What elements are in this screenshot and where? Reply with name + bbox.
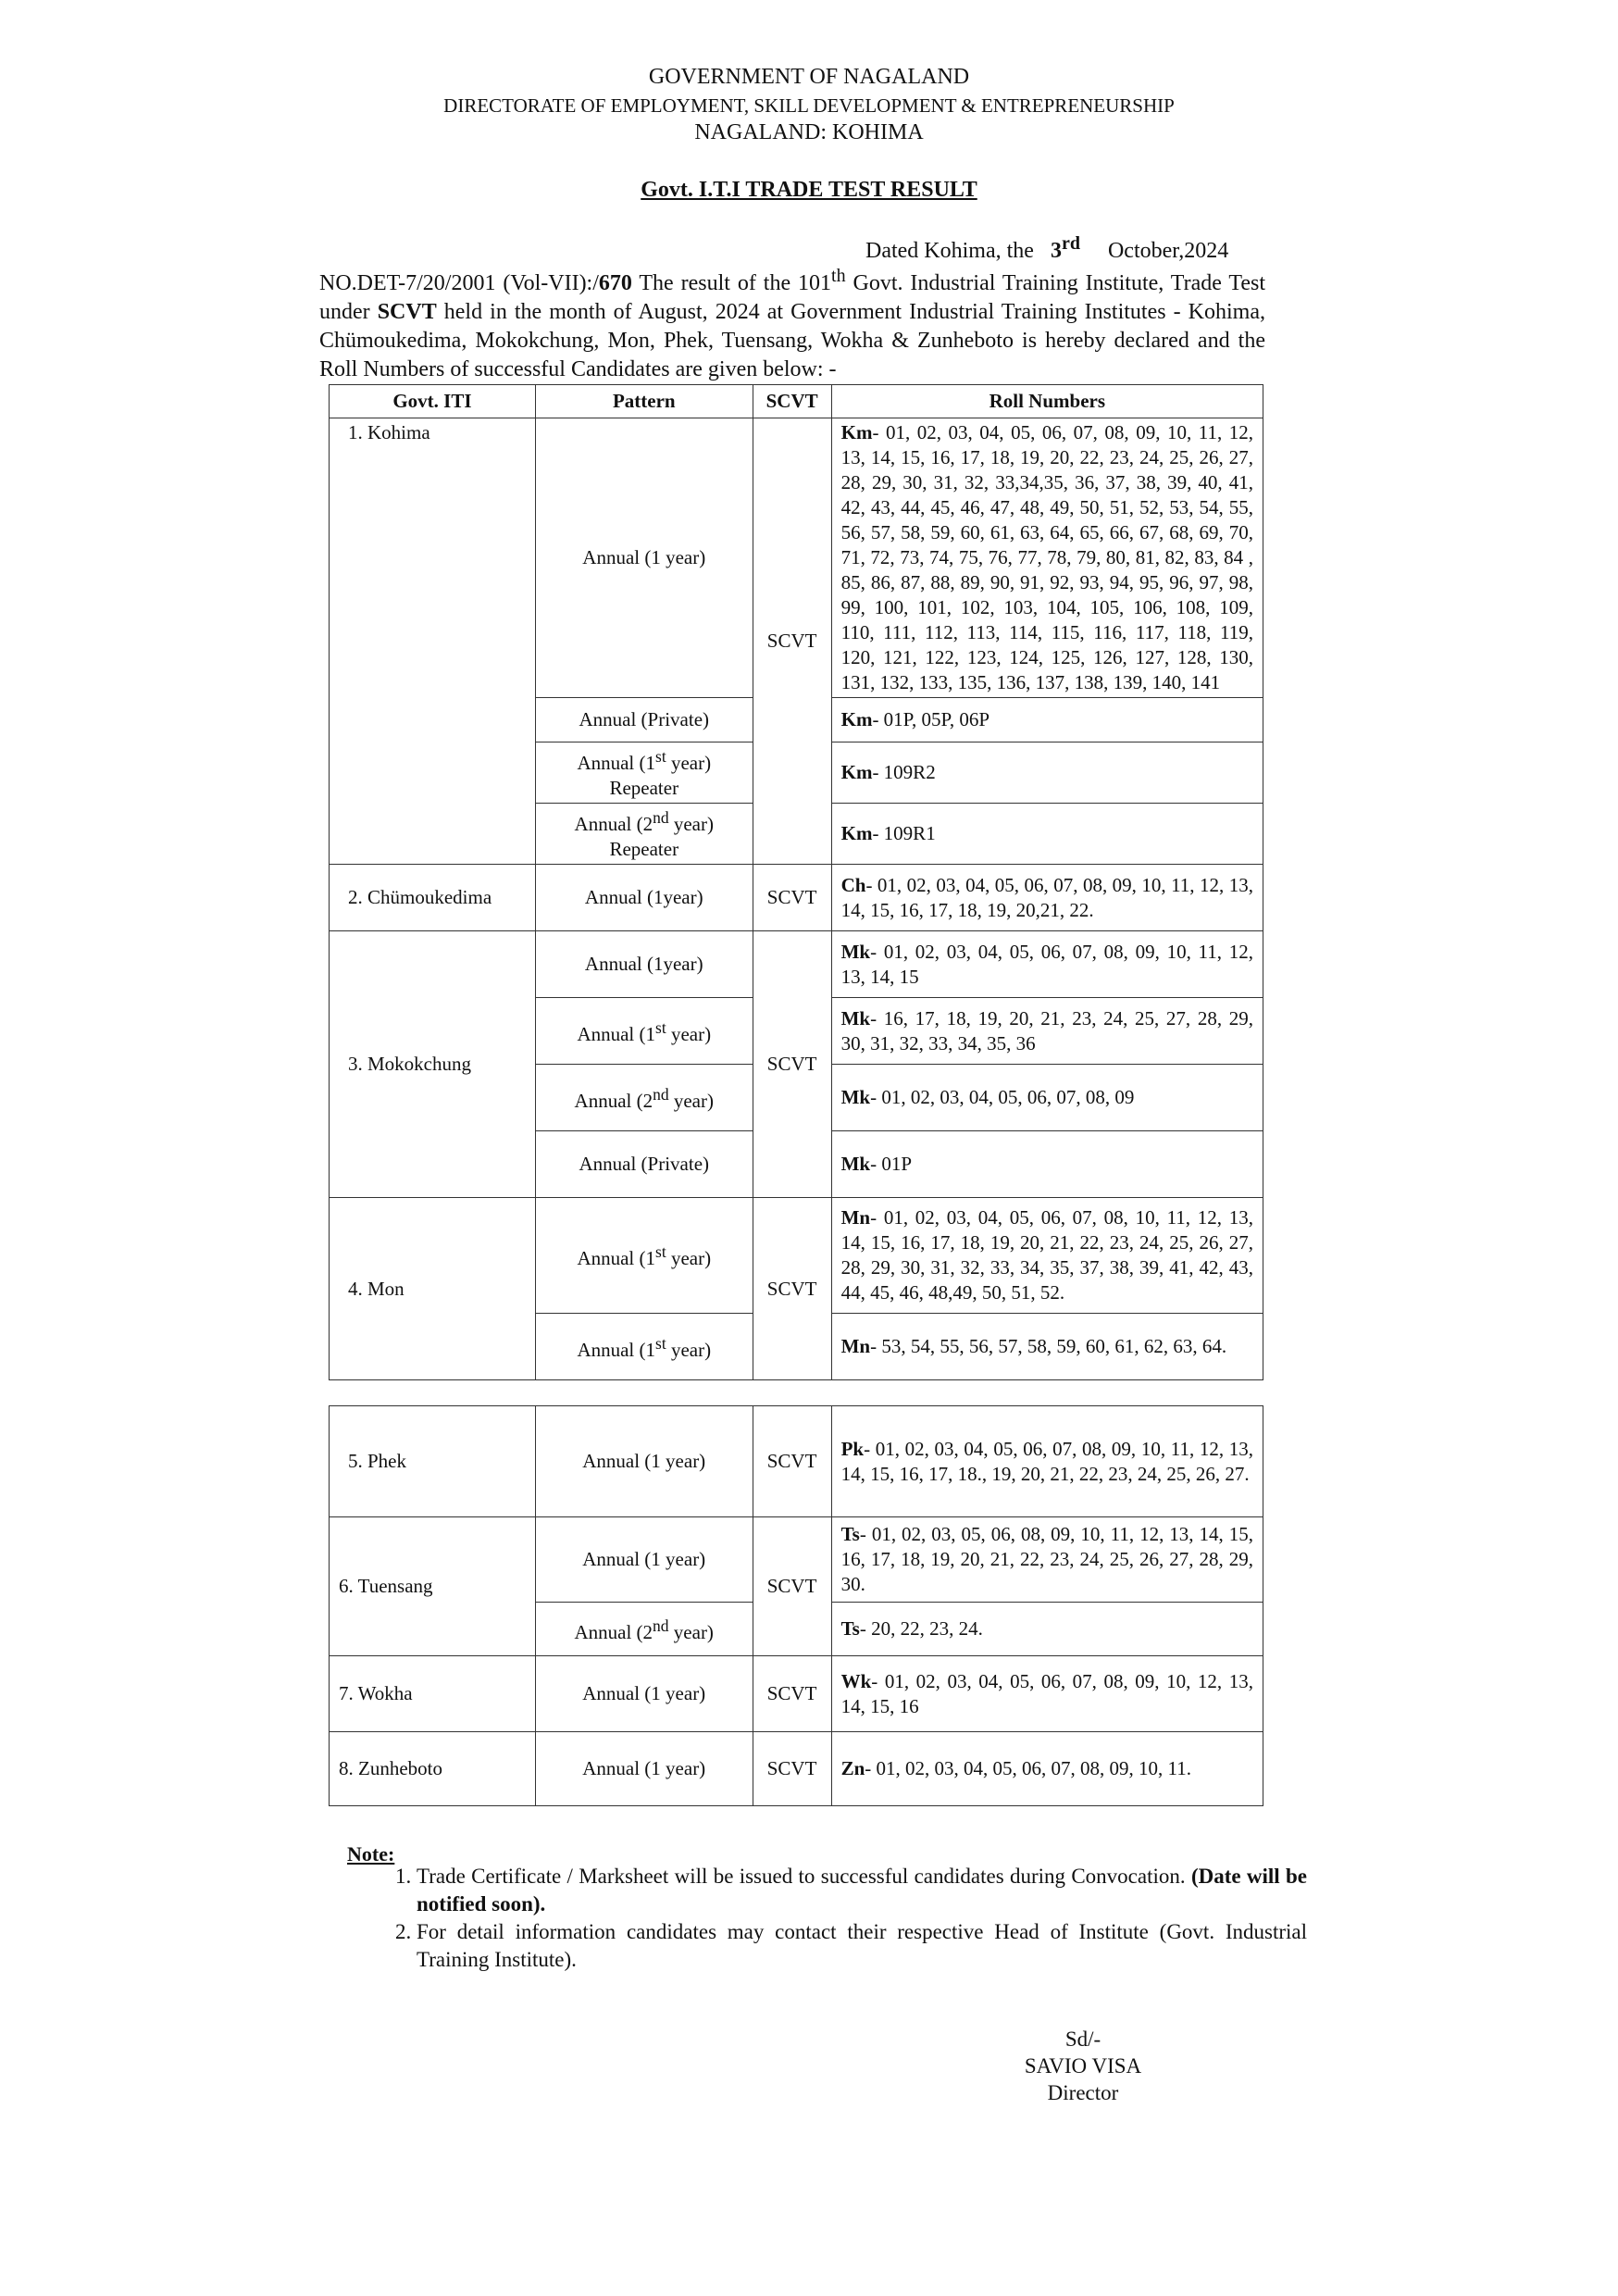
header-location: NAGALAND: KOHIMA (694, 120, 924, 144)
pattern-cell: Annual (1 year) (535, 418, 753, 698)
roll-numbers-cell: Mn- 53, 54, 55, 56, 57, 58, 59, 60, 61, 62, 63, 64. (831, 1314, 1263, 1380)
iti-zunheboto: 8. Zunheboto (330, 1732, 536, 1806)
scvt-cell: SCVT (753, 865, 831, 931)
iti-tuensang: 6. Tuensang (330, 1517, 536, 1656)
pattern-cell: Annual (1 year) (535, 1517, 753, 1603)
iti-wokha: 7. Wokha (330, 1656, 536, 1732)
iti-chumoukedima: 2. Chümoukedima (330, 865, 536, 931)
iti-kohima: 1. Kohima (330, 418, 536, 865)
roll-numbers-cell: Km- 109R2 (831, 742, 1263, 804)
roll-numbers-cell: Ts- 01, 02, 03, 05, 06, 08, 09, 10, 11, 12, 13, 14, 15, 16, 17, 18, 19, 20, 21, 22, 23, 24, 25, 26, 27, 28, 29, 30. (831, 1517, 1263, 1603)
results-table-part2 (329, 1405, 1263, 1806)
pattern-cell: Annual (1 year) (535, 1732, 753, 1806)
note-heading: Note: (347, 1842, 395, 1866)
scvt-cell: SCVT (753, 1656, 831, 1732)
signature-block (990, 2026, 1176, 2106)
roll-numbers-cell: Mn- 01, 02, 03, 04, 05, 06, 07, 08, 10, 11, 12, 13, 14, 15, 16, 17, 18, 19, 20, 21, 22, 23, 24, 25, 26, 27, 28, 29, 30, 31, 32, 33, 34, 35, 37, 38, 39, 41, 42, 43, 44, 45, 46, 48,49, 50, 51, 52. (831, 1198, 1263, 1314)
pattern-cell: Annual (1st year) (535, 998, 753, 1065)
header-directorate: DIRECTORATE OF EMPLOYMENT, SKILL DEVELOPMENT & ENTREPRENEURSHIP (443, 94, 1175, 117)
roll-numbers-cell: Km- 109R1 (831, 804, 1263, 865)
scvt-cell: SCVT (753, 1732, 831, 1806)
pattern-cell: Annual (Private) (535, 698, 753, 742)
table-header-row (330, 385, 1263, 418)
notes-list (375, 1863, 1307, 1974)
roll-numbers-cell: Mk- 16, 17, 18, 19, 20, 21, 23, 24, 25, 27, 28, 29, 30, 31, 32, 33, 34, 35, 36 (831, 998, 1263, 1065)
scvt-cell: SCVT (753, 931, 831, 1198)
scvt-cell: SCVT (753, 418, 831, 865)
header-roll-numbers: Roll Numbers (831, 385, 1263, 418)
pattern-cell: Annual (2nd year) (535, 1065, 753, 1131)
list-item: 2. For detail information candidates may contact their respective Head of Institute (Govt. Industrial Training Institute). (417, 1918, 1307, 1974)
date-line: Dated Kohima, the 3rd October,2024 (865, 233, 1229, 263)
table-row (330, 1198, 1263, 1314)
table-row (330, 418, 1263, 698)
roll-numbers-cell: Mk- 01, 02, 03, 04, 05, 06, 07, 08, 09, 10, 11, 12, 13, 14, 15 (831, 931, 1263, 998)
table-row (330, 1406, 1263, 1517)
intro-paragraph: NO.DET-7/20/2001 (Vol-VII):/670 The result of the 101th Govt. Industrial Training Institute, Trade Test under SCVT held in the month of August, 2024 at Government Industrial Training Institutes - Kohima, Chümoukedima, Mokokchung, Mon, Phek, Tuensang, Wokha & Zunheboto is hereby declared and the Roll Numbers of successful Candidates are given below: - (319, 266, 1266, 381)
pattern-cell: Annual (1 year) (535, 1406, 753, 1517)
pattern-cell: Annual (2nd year) Repeater (535, 804, 753, 865)
table-row (330, 931, 1263, 998)
table-row (330, 1732, 1263, 1806)
roll-numbers-cell: Ts- 20, 22, 23, 24. (831, 1603, 1263, 1656)
roll-numbers-cell: Pk- 01, 02, 03, 04, 05, 06, 07, 08, 09, 10, 11, 12, 13, 14, 15, 16, 17, 18., 19, 20, 21, 22, 23, 24, 25, 26, 27. (831, 1406, 1263, 1517)
iti-phek: 5. Phek (330, 1406, 536, 1517)
roll-numbers-cell: Km- 01, 02, 03, 04, 05, 06, 07, 08, 09, 10, 11, 12, 13, 14, 15, 16, 17, 18, 19, 20, 22, 23, 24, 25, 26, 27, 28, 29, 30, 31, 32, 33,34,35, 36, 37, 38, 39, 40, 41, 42, 43, 44, 45, 46, 47, 48, 49, 50, 51, 52, 53, 54, 55, 56, 57, 58, 59, 60, 61, 63, 64, 65, 66, 67, 68, 69, 70, 71, 72, 73, 74, 75, 76, 77, 78, 79, 80, 81, 82, 83, 84 , 85, 86, 87, 88, 89, 90, 91, 92, 93, 94, 95, 96, 97, 98, 99, 100, 101, 102, 103, 104, 105, 106, 108, 109, 110, 111, 112, 113, 114, 115, 116, 117, 118, 119, 120, 121, 122, 123, 124, 125, 126, 127, 128, 130, 131, 132, 133, 135, 136, 137, 138, 139, 140, 141 (831, 418, 1263, 698)
iti-mokokchung: 3. Mokokchung (330, 931, 536, 1198)
pattern-cell: Annual (2nd year) (535, 1603, 753, 1656)
pattern-cell: Annual (1st year) (535, 1198, 753, 1314)
pattern-cell: Annual (1st year) (535, 1314, 753, 1380)
pattern-cell: Annual (1year) (535, 865, 753, 931)
pattern-cell: Annual (1year) (535, 931, 753, 998)
scvt-cell: SCVT (753, 1406, 831, 1517)
scvt-cell: SCVT (753, 1517, 831, 1656)
iti-mon: 4. Mon (330, 1198, 536, 1380)
scvt-cell: SCVT (753, 1198, 831, 1380)
signature-sd: Sd/- (1064, 2028, 1101, 2051)
roll-numbers-cell: Ch- 01, 02, 03, 04, 05, 06, 07, 08, 09, 10, 11, 12, 13, 14, 15, 16, 17, 18, 19, 20,21, 22. (831, 865, 1263, 931)
header-pattern: Pattern (535, 385, 753, 418)
pattern-cell: Annual (1 year) (535, 1656, 753, 1732)
results-table-part1 (329, 384, 1263, 1380)
table-row (330, 1517, 1263, 1603)
signatory-name: SAVIO VISA (1024, 2054, 1142, 2078)
table-row (330, 865, 1263, 931)
list-item: 1. Trade Certificate / Marksheet will be issued to successful candidates during Convocation. (Date will be notified soon). (417, 1863, 1307, 1918)
document-title: Govt. I.T.I TRADE TEST RESULT (641, 178, 977, 202)
pattern-cell: Annual (Private) (535, 1131, 753, 1198)
header-government: GOVERNMENT OF NAGALAND (648, 65, 970, 89)
header-govt-iti: Govt. ITI (330, 385, 536, 418)
header-scvt: SCVT (753, 385, 831, 418)
pattern-cell: Annual (1st year) Repeater (535, 742, 753, 804)
roll-numbers-cell: Wk- 01, 02, 03, 04, 05, 06, 07, 08, 09, 10, 12, 13, 14, 15, 16 (831, 1656, 1263, 1732)
roll-numbers-cell: Mk- 01, 02, 03, 04, 05, 06, 07, 08, 09 (831, 1065, 1263, 1131)
roll-numbers-cell: Km- 01P, 05P, 06P (831, 698, 1263, 742)
roll-numbers-cell: Mk- 01P (831, 1131, 1263, 1198)
roll-numbers-cell: Zn- 01, 02, 03, 04, 05, 06, 07, 08, 09, 10, 11. (831, 1732, 1263, 1806)
table-row (330, 1656, 1263, 1732)
signatory-designation: Director (1047, 2081, 1119, 2104)
